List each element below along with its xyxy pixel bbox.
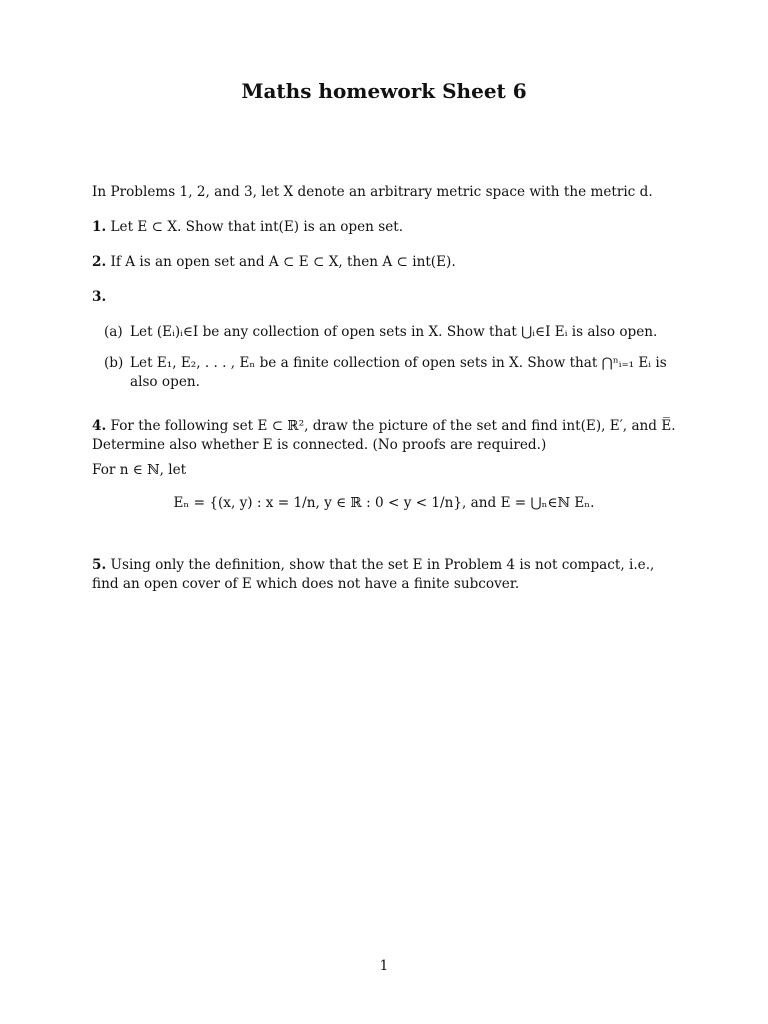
problem-3b [104, 354, 676, 390]
problem-3b-text: Let E₁, E₂, . . . , Eₙ be a finite collection of open sets in X. Show that ⋂ⁿᵢ₌₁ Eᵢ is also open. [130, 355, 667, 390]
problem-5-number: 5. [92, 557, 107, 573]
intro-paragraph: In Problems 1, 2, and 3, let X denote an arbitrary metric space with the metric d. [92, 184, 653, 200]
problem-4-formula: Eₙ = {(x, y) : x = 1/n, y ∈ ℝ : 0 < y < 1/n}, and E = ⋃ₙ∈ℕ Eₙ. [173, 495, 595, 511]
problem-5-text: Using only the definition, show that the set E in Problem 4 is not compact, i.e., find an open cover of E which does not have a finite subcover. [92, 557, 655, 592]
problem-2 [92, 253, 676, 272]
problem-2-text: If A is an open set and A ⊂ E ⊂ X, then A ⊂ int(E). [110, 254, 456, 270]
problem-5 [92, 556, 676, 594]
problem-3 [92, 288, 676, 307]
problem-4-number: 4. [92, 418, 107, 434]
problem-1-number: 1. [92, 219, 107, 235]
problem-1-text: Let E ⊂ X. Show that int(E) is an open set. [110, 219, 404, 235]
problem-1 [92, 218, 676, 237]
problem-4 [92, 417, 676, 455]
problem-4-text: For the following set E ⊂ ℝ², draw the picture of the set and find int(E), E′, and E̅. Determine also whether E is connected. (No proofs are required.) [92, 418, 676, 453]
problem-3b-label: (b) [104, 355, 124, 371]
problem-4-let: For n ∈ ℕ, let [92, 462, 187, 478]
problem-3a-text: Let (Eᵢ)ᵢ∈I be any collection of open sets in X. Show that ⋃ᵢ∈I Eᵢ is also open. [130, 324, 658, 340]
problem-2-number: 2. [92, 254, 107, 270]
page-number: 1 [379, 958, 389, 974]
problem-3a [104, 323, 676, 342]
page-title: Maths homework Sheet 6 [241, 79, 527, 103]
problem-3a-label: (a) [104, 324, 123, 340]
problem-3-number: 3. [92, 289, 107, 305]
